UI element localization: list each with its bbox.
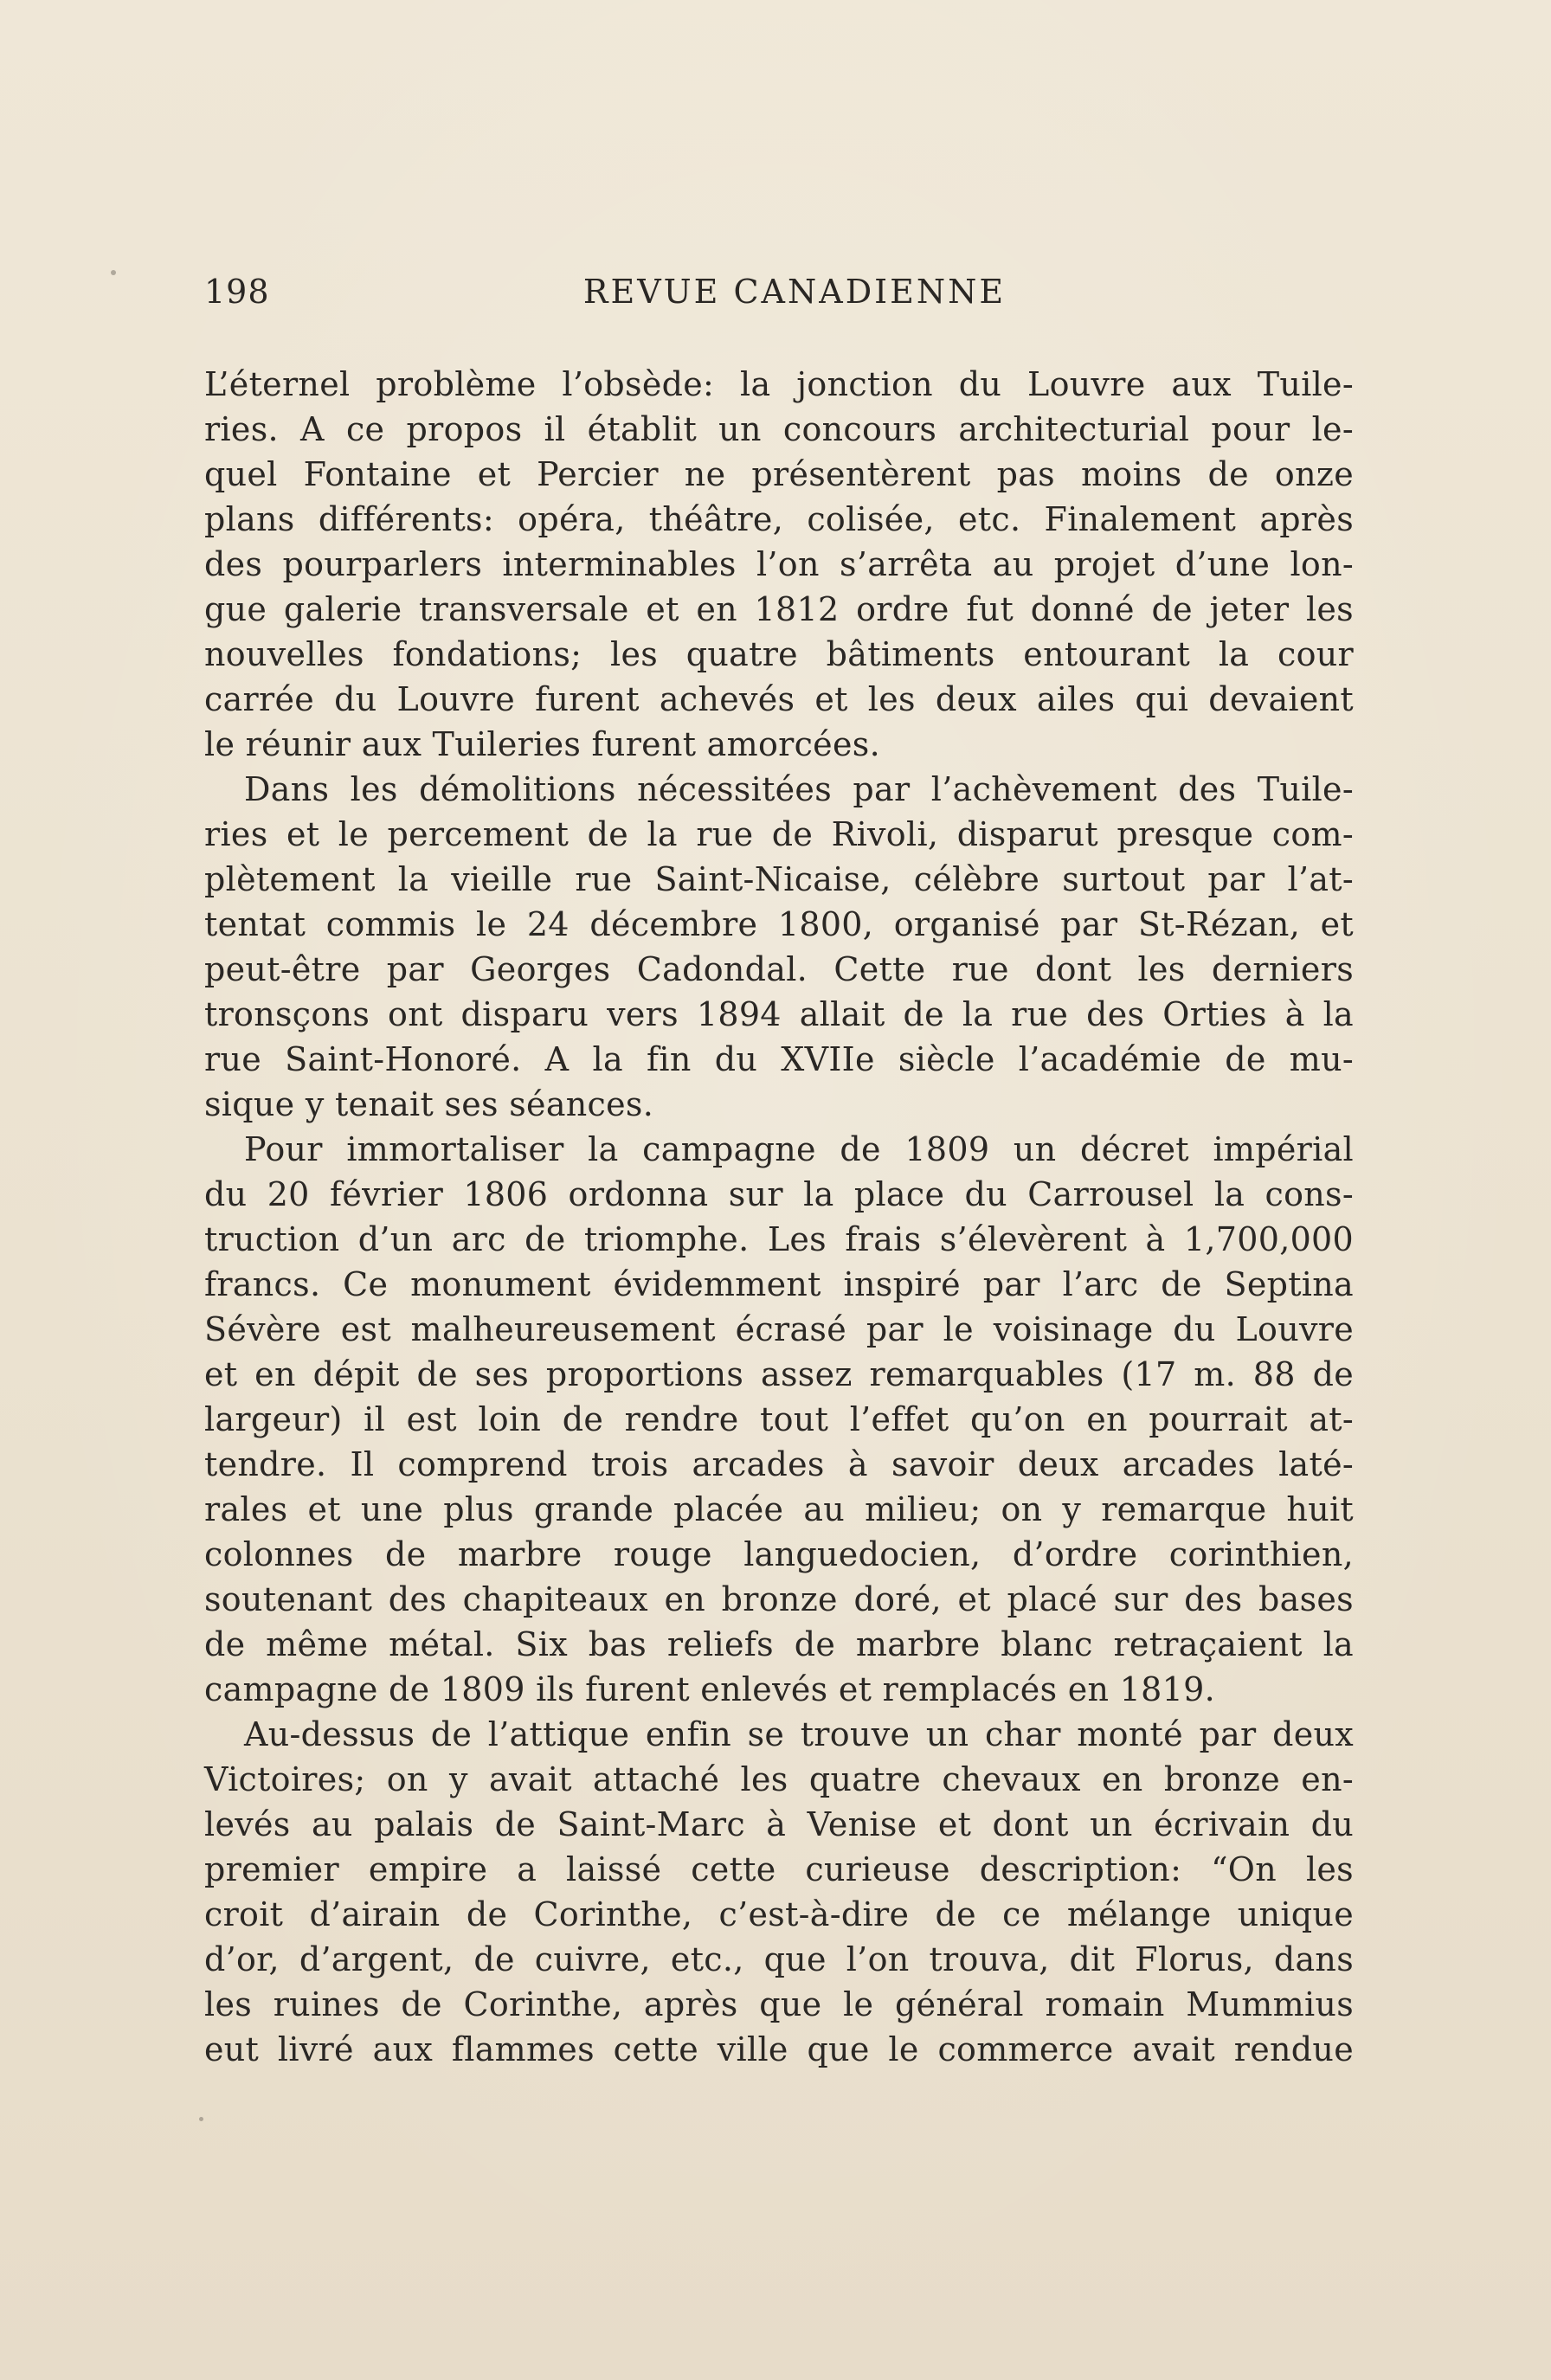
text-line: Dans les démolitions nécessitées par l’achèvement des Tuile- bbox=[244, 770, 1354, 808]
text-line: rales et une plus grande placée au milieu; on y remarque huit bbox=[204, 1490, 1354, 1528]
text-line: de même métal. Six bas reliefs de marbre blanc retraçaient la bbox=[204, 1625, 1354, 1663]
text-line: soutenant des chapiteaux en bronze doré, et placé sur des bases bbox=[204, 1580, 1354, 1618]
text-line: carrée du Louvre furent achevés et les deux ailes qui devaient bbox=[204, 680, 1354, 718]
text-line: ries. A ce propos il établit un concours architecturial pour le- bbox=[204, 410, 1354, 448]
text-line: Victoires; on y avait attaché les quatre chevaux en bronze en- bbox=[204, 1760, 1354, 1798]
paragraph-3 bbox=[204, 1127, 1354, 1712]
text-line: tentat commis le 24 décembre 1800, organisé par St-Rézan, et bbox=[204, 905, 1354, 943]
text-line: francs. Ce monument évidemment inspiré par l’arc de Septina bbox=[204, 1265, 1354, 1303]
text-line: croit d’airain de Corinthe, c’est-à-dire de ce mélange unique bbox=[204, 1895, 1354, 1933]
text-line: des pourparlers interminables l’on s’arrêta au projet d’une lon- bbox=[204, 545, 1354, 583]
text-line: plans différents: opéra, théâtre, colisée, etc. Finalement après bbox=[204, 500, 1354, 538]
text-line: campagne de 1809 ils furent enlevés et remplacés en 1819. bbox=[204, 1670, 1215, 1708]
text-line: les ruines de Corinthe, après que le général romain Mummius bbox=[204, 1985, 1354, 2023]
text-line: Sévère est malheureusement écrasé par le voisinage du Louvre bbox=[204, 1310, 1354, 1348]
text-line: et en dépit de ses proportions assez remarquables (17 m. 88 de bbox=[204, 1355, 1354, 1393]
text-line: tendre. Il comprend trois arcades à savoir deux arcades laté- bbox=[204, 1445, 1354, 1483]
text-line: Au-dessus de l’attique enfin se trouve un char monté par deux bbox=[244, 1715, 1354, 1753]
text-line: Pour immortaliser la campagne de 1809 un décret impérial bbox=[244, 1130, 1354, 1168]
speck-mark bbox=[199, 2117, 203, 2121]
speck-mark bbox=[111, 270, 116, 275]
paragraph-1 bbox=[204, 362, 1354, 767]
text-line: colonnes de marbre rouge languedocien, d’ordre corinthien, bbox=[204, 1535, 1354, 1573]
page-header bbox=[204, 273, 1354, 321]
text-line: largeur) il est loin de rendre tout l’effet qu’on en pourrait at- bbox=[204, 1400, 1354, 1438]
text-line: L’éternel problème l’obsède: la jonction du Louvre aux Tuile- bbox=[204, 365, 1354, 403]
text-line: premier empire a laissé cette curieuse description: “On les bbox=[204, 1850, 1354, 1888]
body-text bbox=[204, 362, 1354, 2072]
paragraph-4 bbox=[204, 1712, 1354, 2072]
text-line: levés au palais de Saint-Marc à Venise et dont un écrivain du bbox=[204, 1805, 1354, 1843]
text-line: le réunir aux Tuileries furent amorcées. bbox=[204, 725, 880, 763]
text-line: d’or, d’argent, de cuivre, etc., que l’on trouva, dit Florus, dans bbox=[204, 1940, 1354, 1978]
text-line: rue Saint-Honoré. A la fin du XVIIe siècle l’académie de mu- bbox=[204, 1040, 1354, 1078]
paragraph-2 bbox=[204, 767, 1354, 1127]
text-line: du 20 février 1806 ordonna sur la place du Carrousel la cons- bbox=[204, 1175, 1354, 1213]
text-line: ries et le percement de la rue de Rivoli, disparut presque com- bbox=[204, 815, 1354, 853]
text-line: plètement la vieille rue Saint-Nicaise, célèbre surtout par l’at- bbox=[204, 860, 1354, 898]
text-line: peut-être par Georges Cadondal. Cette rue dont les derniers bbox=[204, 950, 1354, 988]
running-title: REVUE CANADIENNE bbox=[582, 273, 1007, 311]
text-line: quel Fontaine et Percier ne présentèrent pas moins de onze bbox=[204, 455, 1354, 493]
text-line: sique y tenait ses séances. bbox=[204, 1085, 654, 1123]
text-line: truction d’un arc de triomphe. Les frais s’élevèrent à 1,700,000 bbox=[204, 1220, 1354, 1258]
page-number: 198 bbox=[204, 273, 270, 311]
text-line: tronsçons ont disparu vers 1894 allait de la rue des Orties à la bbox=[204, 995, 1354, 1033]
text-line: eut livré aux flammes cette ville que le commerce avait rendue bbox=[204, 2030, 1354, 2068]
text-line: gue galerie transversale et en 1812 ordre fut donné de jeter les bbox=[204, 590, 1354, 628]
text-line: nouvelles fondations; les quatre bâtiments entourant la cour bbox=[204, 635, 1354, 673]
